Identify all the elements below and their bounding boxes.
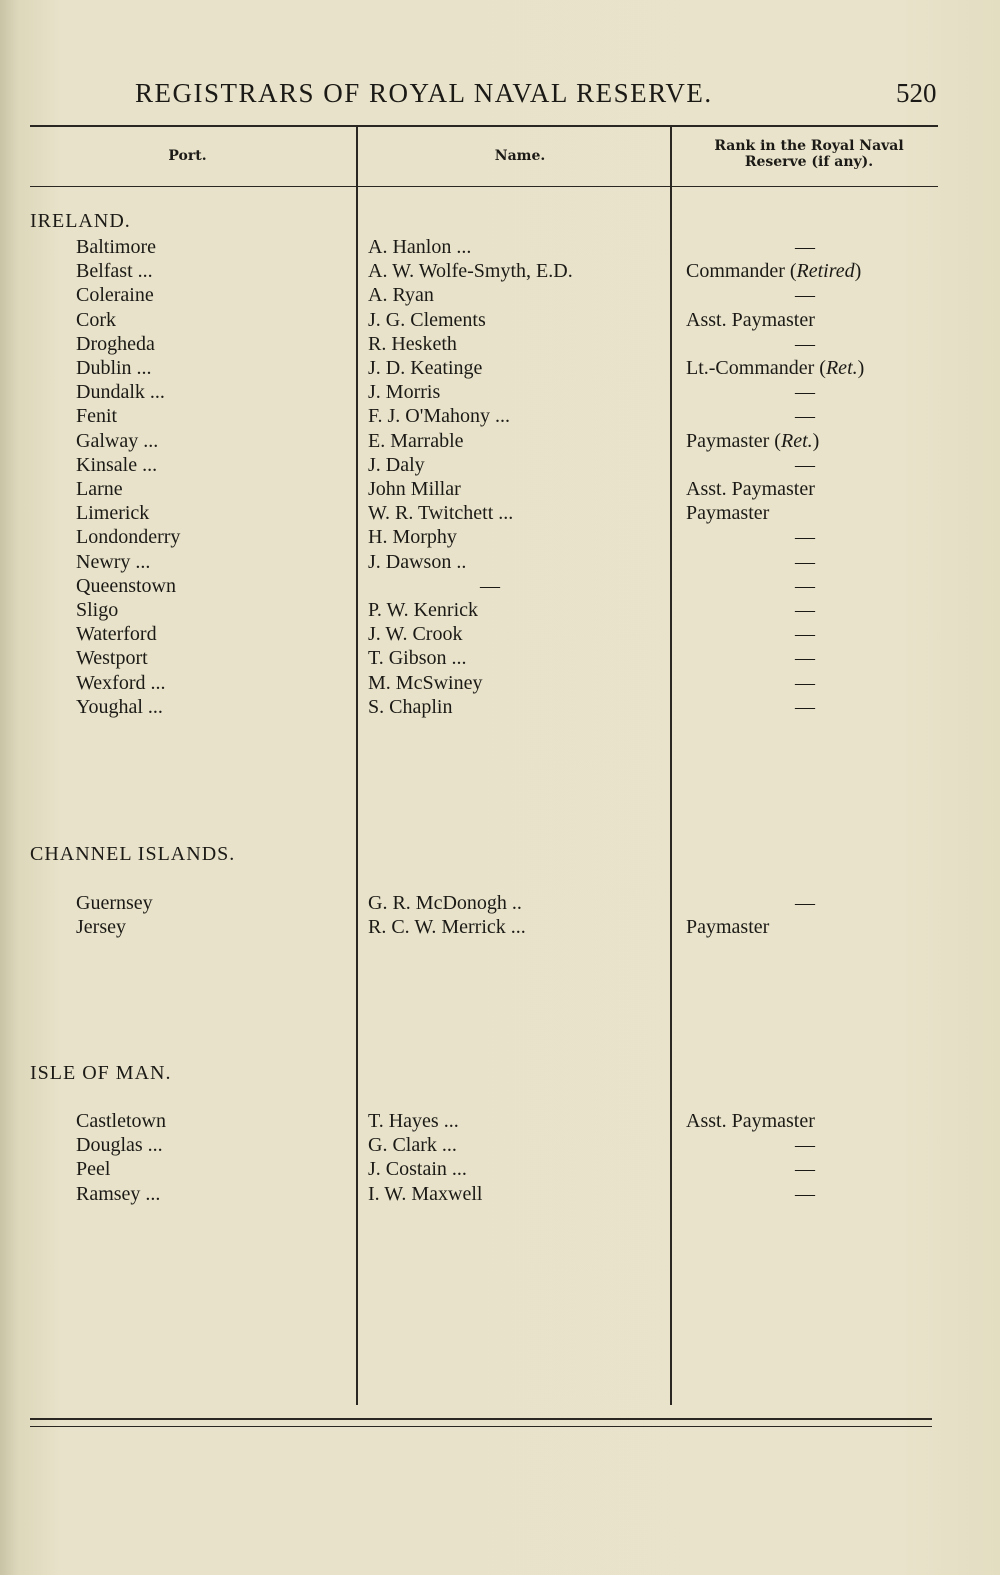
footer-rule-2 (30, 1426, 932, 1427)
column-header-rank-line1: Rank in the Royal Naval (714, 138, 904, 154)
name-cell: A. Hanlon ... (368, 236, 472, 258)
rank-cell: Commander (Retired) (686, 260, 862, 283)
name-cell: John Millar (368, 478, 461, 500)
name-cell: W. R. Twitchett ... (368, 502, 514, 525)
table-row (0, 381, 1000, 405)
name-cell: S. Chaplin (368, 695, 453, 718)
port-cell: Guernsey (76, 892, 153, 914)
table-row (0, 478, 1000, 502)
port-cell: Westport (76, 647, 148, 670)
table-row (0, 357, 1000, 381)
rank-cell: — (795, 1134, 815, 1157)
section-title-isle-of-man: ISLE OF MAN. (30, 1062, 172, 1084)
name-cell: G. Clark ... (368, 1134, 457, 1157)
name-cell: G. R. McDonogh .. (368, 892, 522, 914)
port-cell: Youghal ... (76, 695, 163, 718)
column-header-port: Port. (168, 148, 207, 164)
port-cell: Coleraine (76, 284, 154, 307)
port-cell: Dublin ... (76, 357, 152, 379)
column-header-name: Name. (494, 148, 546, 164)
port-cell: Londonderry (76, 526, 181, 549)
table-row (0, 696, 1000, 720)
rank-cell: — (795, 453, 815, 476)
table-row (0, 284, 1000, 308)
rank-cell: Asst. Paymaster (686, 308, 815, 331)
port-cell: Ramsey ... (76, 1182, 161, 1205)
rank-cell: — (795, 623, 815, 646)
name-cell: T. Gibson ... (368, 647, 467, 670)
name-cell: R. C. W. Merrick ... (368, 916, 526, 939)
name-cell: J. Morris (368, 381, 441, 404)
rank-cell: — (795, 574, 815, 597)
rank-cell: — (795, 526, 815, 549)
name-cell: J. G. Clements (368, 308, 486, 331)
table-row (0, 309, 1000, 333)
header-top-rule (30, 125, 938, 127)
rank-cell: Asst. Paymaster (686, 478, 815, 500)
table-row (0, 916, 1000, 940)
rank-cell: Asst. Paymaster (686, 1110, 815, 1132)
table-row (0, 599, 1000, 623)
port-cell: Galway ... (76, 429, 159, 452)
port-cell: Limerick (76, 502, 150, 525)
table-row (0, 333, 1000, 357)
section-title-ireland: IRELAND. (30, 210, 131, 232)
footer-rule-1 (30, 1418, 932, 1420)
table-row (0, 260, 1000, 284)
rank-cell: Paymaster (Ret.) (686, 429, 820, 452)
rank-cell: — (795, 599, 815, 621)
port-cell: Dundalk ... (76, 381, 165, 404)
port-cell: Sligo (76, 599, 119, 621)
table-row (0, 623, 1000, 647)
rank-cell: — (795, 284, 815, 307)
name-cell: T. Hayes ... (368, 1110, 459, 1132)
header-bottom-rule (30, 186, 938, 187)
port-cell: Belfast ... (76, 260, 153, 283)
rank-cell: — (795, 1158, 815, 1181)
table-row (0, 672, 1000, 696)
name-cell: J. W. Crook (368, 623, 463, 646)
table-row (0, 575, 1000, 599)
column-header-rank (678, 138, 940, 170)
table-row (0, 551, 1000, 575)
column-header-rank-line2: Reserve (if any). (744, 154, 874, 170)
page-header (0, 78, 1000, 118)
name-cell: J. D. Keatinge (368, 357, 483, 379)
rank-cell: Lt.-Commander (Ret.) (686, 357, 865, 379)
rank-cell: Paymaster (686, 502, 770, 525)
rank-cell: — (795, 671, 815, 694)
port-cell: Waterford (76, 623, 157, 646)
rank-cell: — (795, 1182, 815, 1205)
port-cell: Jersey (76, 916, 126, 939)
name-cell: J. Dawson .. (368, 550, 467, 573)
name-cell: I. W. Maxwell (368, 1182, 483, 1205)
name-cell: J. Costain ... (368, 1158, 467, 1181)
table-row (0, 1134, 1000, 1158)
table-row (0, 1110, 1000, 1134)
port-cell: Kinsale ... (76, 453, 158, 476)
section-title-channel-islands: CHANNEL ISLANDS. (30, 843, 236, 865)
name-cell: A. W. Wolfe-Smyth, E.D. (368, 260, 573, 283)
rank-cell: — (795, 405, 815, 428)
name-cell: E. Marrable (368, 429, 464, 452)
name-cell: — (480, 574, 500, 597)
port-cell: Queenstown (76, 574, 176, 597)
name-cell: P. W. Kenrick (368, 599, 478, 621)
rank-cell: Paymaster (686, 916, 770, 939)
rank-cell: — (795, 647, 815, 670)
page-title: REGISTRARS OF ROYAL NAVAL RESERVE. (135, 78, 713, 108)
page-number: 520 (896, 78, 937, 108)
name-cell: F. J. O'Mahony ... (368, 405, 511, 428)
table-row (0, 526, 1000, 550)
port-cell: Castletown (76, 1110, 166, 1132)
name-cell: A. Ryan (368, 284, 434, 307)
port-cell: Fenit (76, 405, 118, 428)
name-cell: J. Daly (368, 453, 425, 476)
name-cell: M. McSwiney (368, 671, 483, 694)
port-cell: Cork (76, 308, 116, 331)
port-cell: Baltimore (76, 236, 156, 258)
port-cell: Wexford ... (76, 671, 166, 694)
table-row (0, 892, 1000, 916)
table-row (0, 1158, 1000, 1182)
table-row (0, 236, 1000, 260)
rank-cell: — (795, 236, 815, 258)
table-row (0, 405, 1000, 429)
table-row (0, 647, 1000, 671)
rank-cell: — (795, 892, 815, 914)
name-cell: H. Morphy (368, 526, 457, 549)
table-row (0, 430, 1000, 454)
port-cell: Larne (76, 478, 123, 500)
rank-cell: — (795, 381, 815, 404)
port-cell: Drogheda (76, 332, 155, 355)
port-cell: Newry ... (76, 550, 151, 573)
table-row (0, 454, 1000, 478)
rank-cell: — (795, 695, 815, 718)
table-row (0, 502, 1000, 526)
port-cell: Douglas ... (76, 1134, 163, 1157)
name-cell: R. Hesketh (368, 332, 457, 355)
rank-cell: — (795, 332, 815, 355)
table-row (0, 1183, 1000, 1207)
rank-cell: — (795, 550, 815, 573)
port-cell: Peel (76, 1158, 111, 1181)
